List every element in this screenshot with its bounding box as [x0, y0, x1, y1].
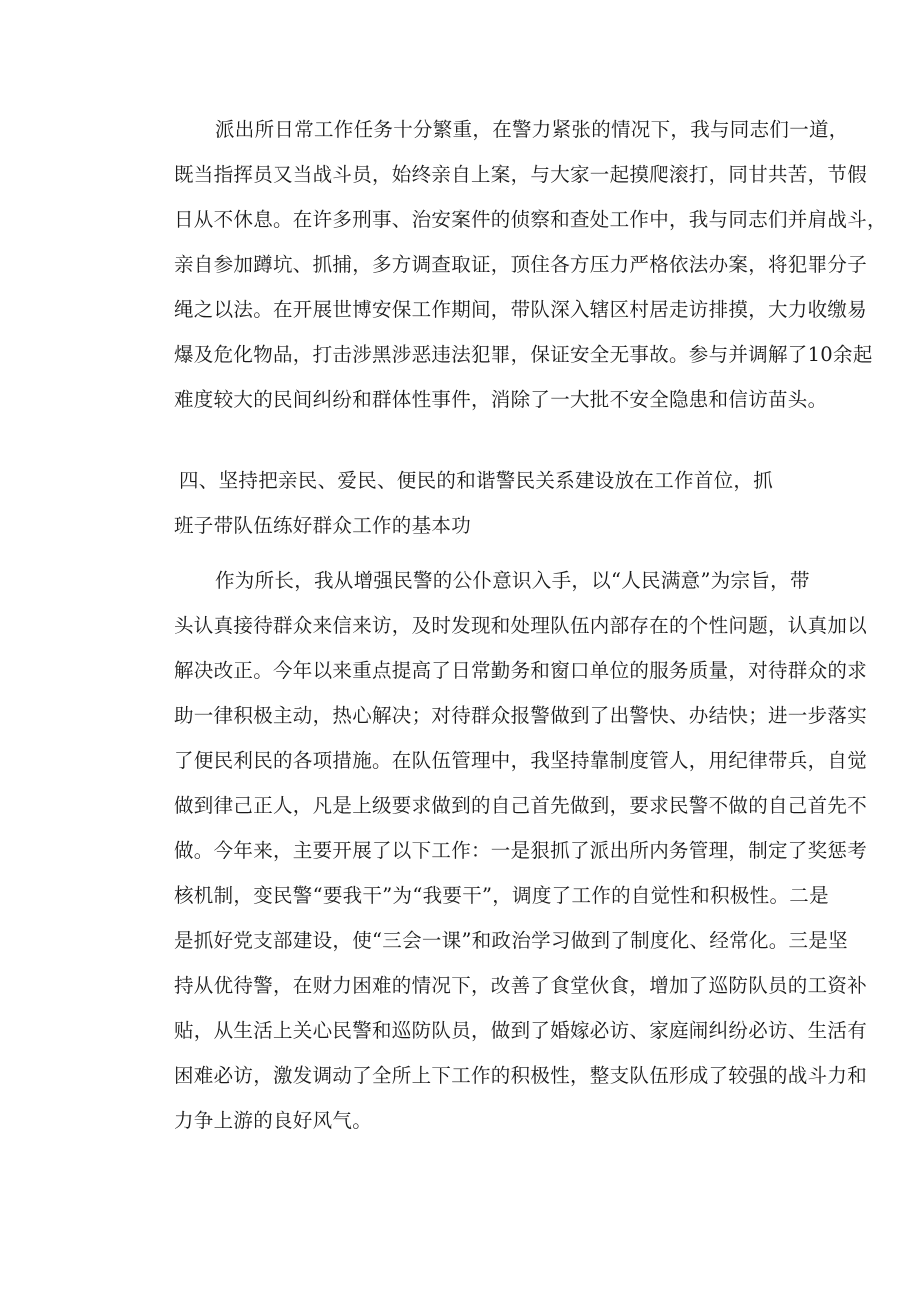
text-line: 作为所长，我从增强民警的公仆意识入手，以“人民满意”为宗旨，带	[215, 569, 810, 592]
text-line: 助一律积极主动，热心解决；对待群众报警做到了出警快、办结快；进一步落实	[174, 704, 868, 727]
text-line: 核机制，变民警“要我干”为“我要干”，调度了工作的自觉性和积极性。二是	[174, 884, 829, 907]
text-line: 做。今年来，主要开展了以下工作：一是狠抓了派出所内务管理，制定了奖惩考	[174, 839, 868, 862]
text-line: 日从不休息。在许多刑事、治安案件的侦察和查处工作中，我与同志们并肩战斗，	[174, 208, 887, 231]
text-line: 爆及危化物品，打击涉黑涉恶违法犯罪，保证安全无事故。参与并调解了10余起	[174, 343, 873, 366]
heading-line: 班子带队伍练好群众工作的基本功	[174, 514, 472, 537]
text-line: 亲自参加蹲坑、抓捕，多方调查取证，顶住各方压力严格依法办案，将犯罪分子	[174, 253, 868, 276]
text-line: 做到律己正人，凡是上级要求做到的自己首先做到，要求民警不做的自己首先不	[174, 794, 868, 817]
text-line: 困难必访，激发调动了全所上下工作的积极性，整支队伍形成了较强的战斗力和	[174, 1064, 868, 1087]
text-line: 派出所日常工作任务十分繁重，在警力紧张的情况下，我与同志们一道，	[215, 118, 849, 141]
text-line: 头认真接待群众来信来访，及时发现和处理队伍内部存在的个性问题，认真加以	[174, 614, 868, 637]
text-line: 贴，从生活上关心民警和巡防队员，做到了婚嫁必访、家庭闹纠纷必访、生活有	[174, 1019, 868, 1042]
text-line: 既当指挥员又当战斗员，始终亲自上案，与大家一起摸爬滚打，同甘共苦，节假	[174, 163, 868, 186]
text-line: 是抓好党支部建设，使“三会一课”和政治学习做到了制度化、经常化。三是坚	[174, 929, 848, 952]
text-line: 解决改正。今年以来重点提高了日常勤务和窗口单位的服务质量，对待群众的求	[174, 659, 868, 682]
text-line: 难度较大的民间纠纷和群体性事件，消除了一大批不安全隐患和信访苗头。	[174, 388, 828, 411]
heading-line: 四、坚持把亲民、爱民、便民的和谐警民关系建设放在工作首位，抓	[179, 469, 774, 492]
text-line: 了便民利民的各项措施。在队伍管理中，我坚持靠制度管人，用纪律带兵，自觉	[174, 749, 868, 772]
text-line: 持从优待警，在财力困难的情况下，改善了食堂伙食，增加了巡防队员的工资补	[174, 974, 868, 997]
text-line: 力争上游的良好风气。	[174, 1109, 373, 1132]
text-line: 绳之以法。在开展世博安保工作期间，带队深入辖区村居走访排摸，大力收缴易	[174, 298, 868, 321]
